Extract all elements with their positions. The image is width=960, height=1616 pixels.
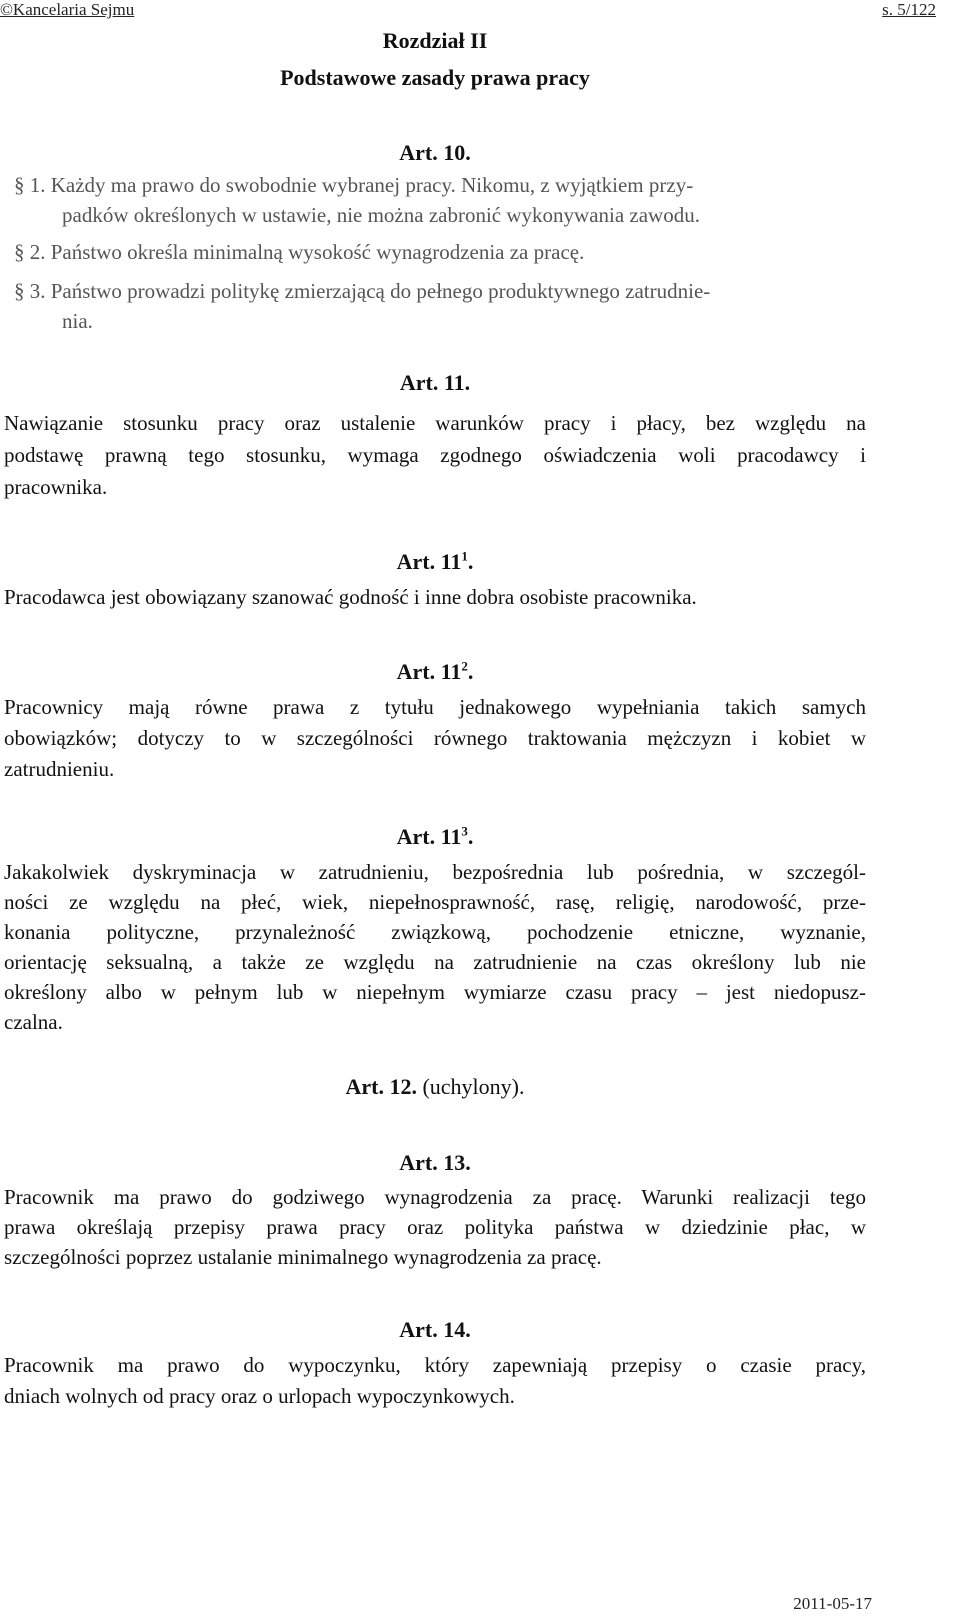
article-13-heading: Art. 13. <box>399 1150 471 1175</box>
article-11-3-heading-end: . <box>467 824 474 849</box>
article-13-line: prawa określają przepisy prawa pracy oraz polityka państwa w dziedzinie płac, w <box>4 1215 866 1239</box>
article-14-line: dniach wolnych od pracy oraz o urlopach wypoczynkowych. <box>4 1384 515 1408</box>
article-12-heading-text: Art. 12. <box>345 1074 417 1099</box>
article-11-1-heading <box>0 549 870 575</box>
chapter-number: Rozdział II <box>382 28 488 53</box>
article-11-heading: Art. 11. <box>399 370 471 395</box>
article-10-line: § 2. Państwo określa minimalną wysokość wynagrodzenia za pracę. <box>14 240 585 264</box>
article-14-heading: Art. 14. <box>399 1317 471 1342</box>
article-11-line: Nawiązanie stosunku pracy oraz ustalenie warunków pracy i płacy, bez względu na <box>4 411 866 435</box>
article-11-3-line: ności ze względu na płeć, wiek, niepełnosprawność, rasę, religię, narodowość, prze- <box>4 890 866 914</box>
article-11-3-line: konania polityczne, przynależność związkową, pochodzenie etniczne, wyznanie, <box>4 920 866 944</box>
article-11-1-heading-main: Art. 11 <box>396 549 462 574</box>
article-11-3-heading-main: Art. 11 <box>396 824 462 849</box>
article-12-heading <box>0 1074 870 1100</box>
article-11-line: pracownika. <box>4 475 108 499</box>
article-11-2-heading-main: Art. 11 <box>396 659 462 684</box>
article-10-line: padków określonych w ustawie, nie można zabronić wykonywania zawodu. <box>62 203 700 227</box>
article-11-2-heading <box>0 659 870 685</box>
article-11-3-line: Jakakolwiek dyskryminacja w zatrudnieniu, bezpośrednia lub pośrednia, w szczegól- <box>4 860 866 884</box>
article-13-line: szczególności poprzez ustalanie minimalnego wynagrodzenia za pracę. <box>4 1245 602 1269</box>
article-11-2-heading-sup: 2 <box>461 658 468 674</box>
article-10-heading: Art. 10. <box>399 140 471 165</box>
chapter-title: Podstawowe zasady prawa pracy <box>280 65 590 90</box>
article-11-1-heading-sup: 1 <box>461 548 468 564</box>
article-10-line: § 3. Państwo prowadzi politykę zmierzającą do pełnego produktywnego zatrudnie- <box>14 279 711 303</box>
article-11-line: podstawę prawną tego stosunku, wymaga zgodnego oświadczenia woli pracodawcy i <box>4 443 866 467</box>
article-11-1-heading-end: . <box>467 549 474 574</box>
footer-date: 2011-05-17 <box>793 1594 872 1613</box>
article-11-3-line: orientację seksualną, a także ze względu na zatrudnienie na czas określony lub nie <box>4 950 866 974</box>
article-11-3-heading-sup: 3 <box>461 823 468 839</box>
header-page-number: s. 5/122 <box>882 0 936 19</box>
article-11-2-line: zatrudnieniu. <box>4 757 115 781</box>
article-10-line: § 1. Każdy ma prawo do swobodnie wybranej pracy. Nikomu, z wyjątkiem przy- <box>14 173 694 197</box>
article-10-line: nia. <box>62 309 93 333</box>
article-11-2-line: Pracownicy mają równe prawa z tytułu jednakowego wypełniania takich samych <box>4 695 866 719</box>
header-copyright: ©Kancelaria Sejmu <box>0 0 135 19</box>
article-14-line: Pracownik ma prawo do wypoczynku, który zapewniają przepisy o czasie pracy, <box>4 1353 866 1377</box>
article-11-3-line: określony albo w pełnym lub w niepełnym wymiarze czasu pracy – jest niedopusz- <box>4 980 866 1004</box>
article-11-3-line: czalna. <box>4 1010 63 1034</box>
article-11-3-heading <box>0 824 870 850</box>
article-11-2-line: obowiązków; dotyczy to w szczególności równego traktowania mężczyzn i kobiet w <box>4 726 866 750</box>
article-12-note: (uchylony). <box>422 1074 525 1099</box>
article-13-line: Pracownik ma prawo do godziwego wynagrodzenia za pracę. Warunki realizacji tego <box>4 1185 866 1209</box>
article-11-1-line: Pracodawca jest obowiązany szanować godność i inne dobra osobiste pracownika. <box>4 585 697 609</box>
article-11-2-heading-end: . <box>467 659 474 684</box>
